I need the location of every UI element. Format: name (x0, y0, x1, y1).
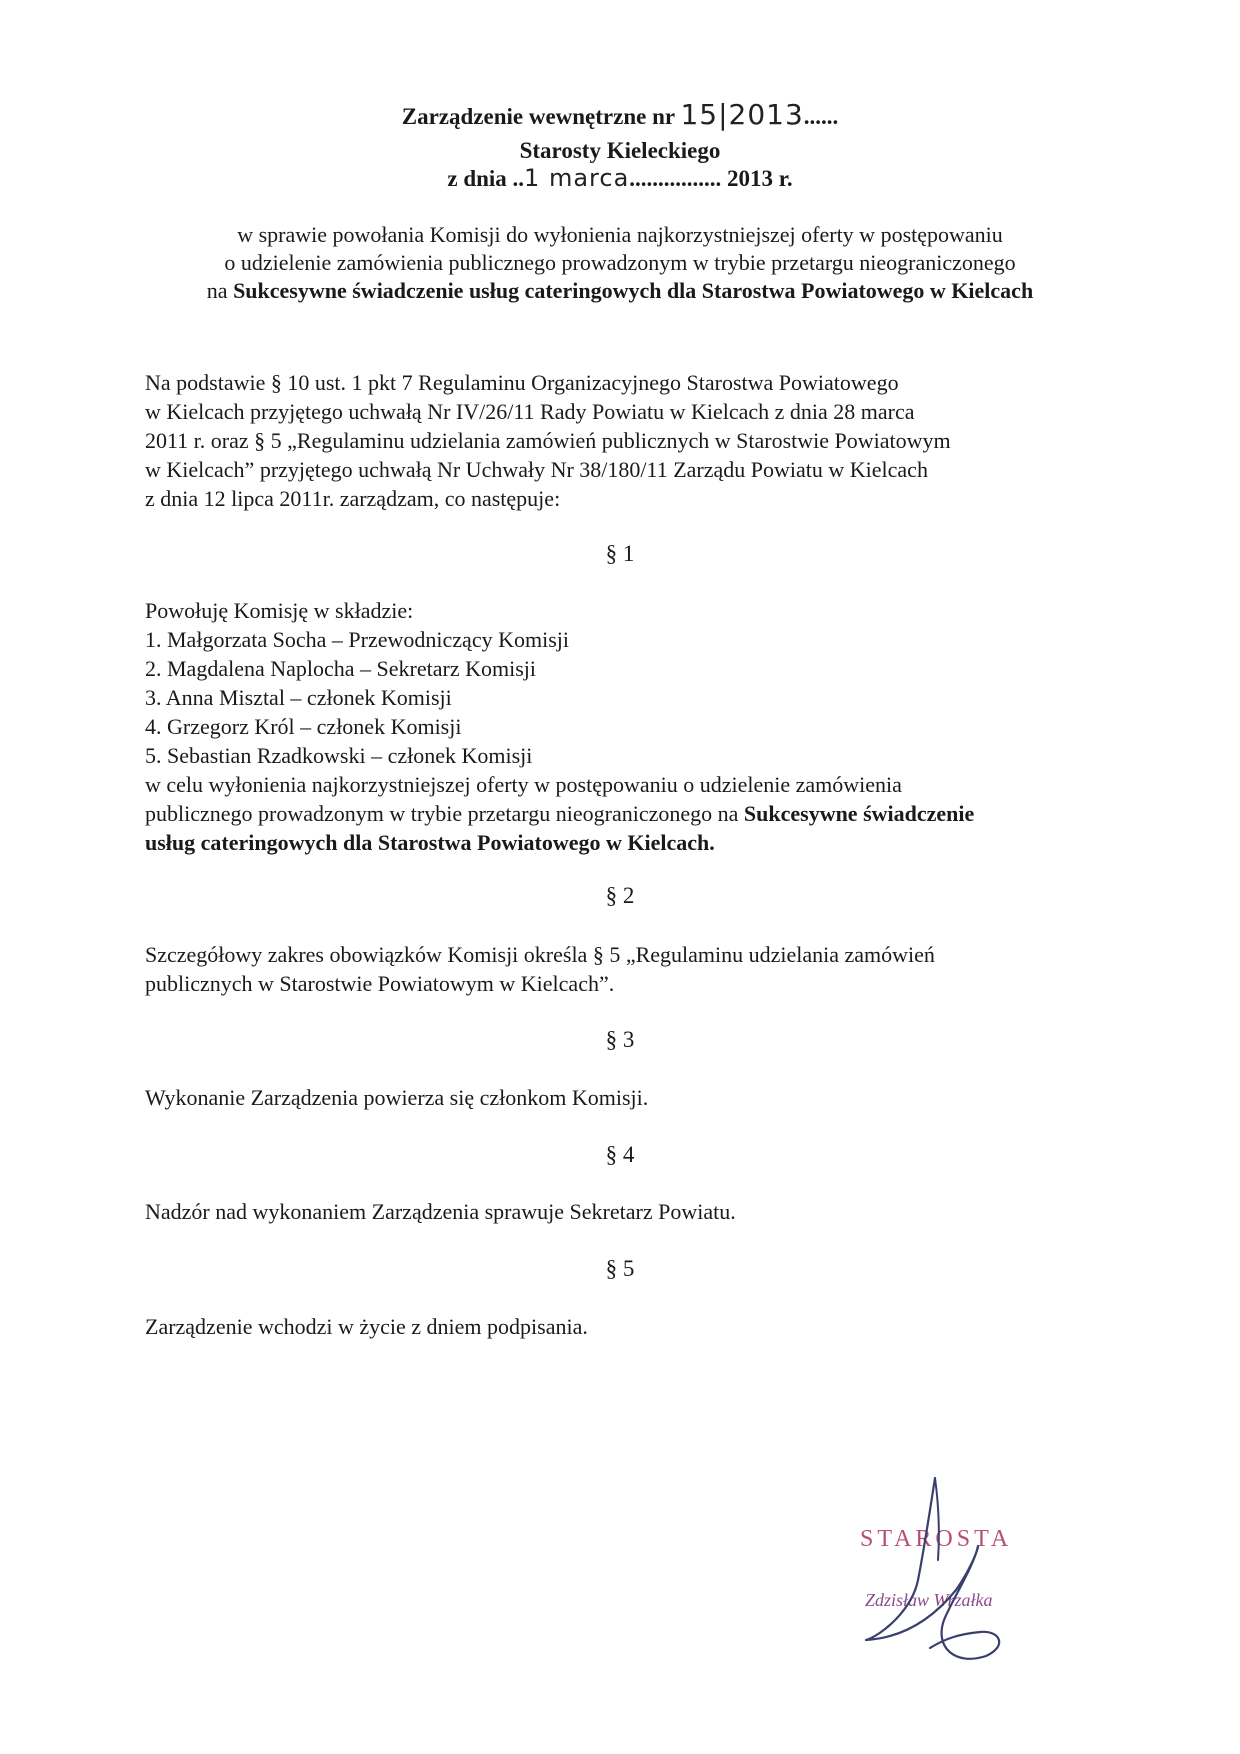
date-suffix: ................ 2013 r. (629, 166, 793, 191)
stamp-name: Zdzisław Wrzałka (865, 1590, 993, 1610)
preamble-line: z dnia 12 lipca 2011r. zarządzam, co następuje: (145, 486, 561, 511)
purpose-bold: usług cateringowych dla Starostwa Powiatowego w Kielcach. (145, 830, 715, 855)
issuing-authority: Starosty Kieleckiego (519, 138, 721, 163)
subject-prefix: na (206, 278, 234, 303)
preamble-line: w Kielcach przyjętego uchwałą Nr IV/26/11 Rady Powiatu w Kielcach z dnia 28 marca (145, 399, 915, 424)
handwritten-number: 15|2013 (680, 98, 804, 131)
document-title (0, 98, 1240, 131)
date-prefix: z dnia .. (447, 166, 525, 191)
member-item: 3. Anna Misztal – członek Komisji (145, 685, 452, 710)
document-date (0, 164, 1240, 192)
section-2-body (145, 940, 1090, 998)
purpose-prefix: publicznego prowadzonym w trybie przetargu nieograniczonego na (145, 801, 744, 826)
subject-bold: Sukcesywne świadczenie usług cateringowych dla Starostwa Powiatowego w Kielcach (233, 278, 1034, 303)
handwritten-date: 1 marca (524, 164, 630, 192)
section-heading-3: § 3 (605, 1027, 635, 1052)
section-heading-1: § 1 (605, 541, 635, 566)
preamble-line: w Kielcach” przyjętego uchwałą Nr Uchwały Nr 38/180/11 Zarządu Powiatu w Kielcach (145, 457, 928, 482)
section-heading-5: § 5 (605, 1256, 635, 1281)
purpose-bold: Sukcesywne świadczenie (743, 801, 975, 826)
section-heading-2: § 2 (605, 883, 635, 908)
section-5-body: Zarządzenie wchodzi w życie z dniem podpisania. (145, 1314, 588, 1339)
section-2-line: Szczegółowy zakres obowiązków Komisji określa § 5 „Regulaminu udzielania zamówień (145, 942, 935, 967)
member-item: 2. Magdalena Naplocha – Sekretarz Komisji (145, 656, 536, 681)
stamp-title: STAROSTA (860, 1526, 1013, 1552)
section-1-body (145, 596, 1090, 857)
member-item: 5. Sebastian Rzadkowski – członek Komisji (145, 743, 533, 768)
title-prefix: Zarządzenie wewnętrzne nr (401, 104, 681, 129)
section-4-body: Nadzór nad wykonaniem Zarządzenia sprawuje Sekretarz Powiatu. (145, 1199, 736, 1224)
members-intro: Powołuję Komisję w składzie: (145, 598, 414, 623)
preamble-line: Na podstawie § 10 ust. 1 pkt 7 Regulaminu Organizacyjnego Starostwa Powiatowego (145, 370, 899, 395)
section-2-line: publicznych w Starostwie Powiatowym w Kielcach”. (145, 971, 615, 996)
handwritten-signature (860, 1470, 1060, 1670)
subject-block (140, 221, 1100, 305)
preamble-line: 2011 r. oraz § 5 „Regulaminu udzielania zamówień publicznych w Starostwie Powiatowym (145, 428, 951, 453)
official-stamp (860, 1470, 1060, 1670)
purpose-line (145, 828, 1090, 857)
member-item: 4. Grzegorz Król – członek Komisji (145, 714, 462, 739)
purpose-line: w celu wyłonienia najkorzystniejszej oferty w postępowaniu o udzielenie zamówienia (145, 772, 902, 797)
subject-line: o udzielenie zamówienia publicznego prowadzonym w trybie przetargu nieograniczonego (224, 250, 1016, 275)
purpose-line (145, 799, 1090, 828)
preamble (145, 368, 1090, 513)
subject-line (140, 277, 1100, 305)
title-suffix: ...... (803, 104, 839, 129)
section-3-body: Wykonanie Zarządzenia powierza się członkom Komisji. (145, 1085, 649, 1110)
member-item: 1. Małgorzata Socha – Przewodniczący Komisji (145, 627, 569, 652)
subject-line: w sprawie powołania Komisji do wyłonienia najkorzystniejszej oferty w postępowaniu (237, 222, 1003, 247)
section-heading-4: § 4 (605, 1142, 635, 1167)
